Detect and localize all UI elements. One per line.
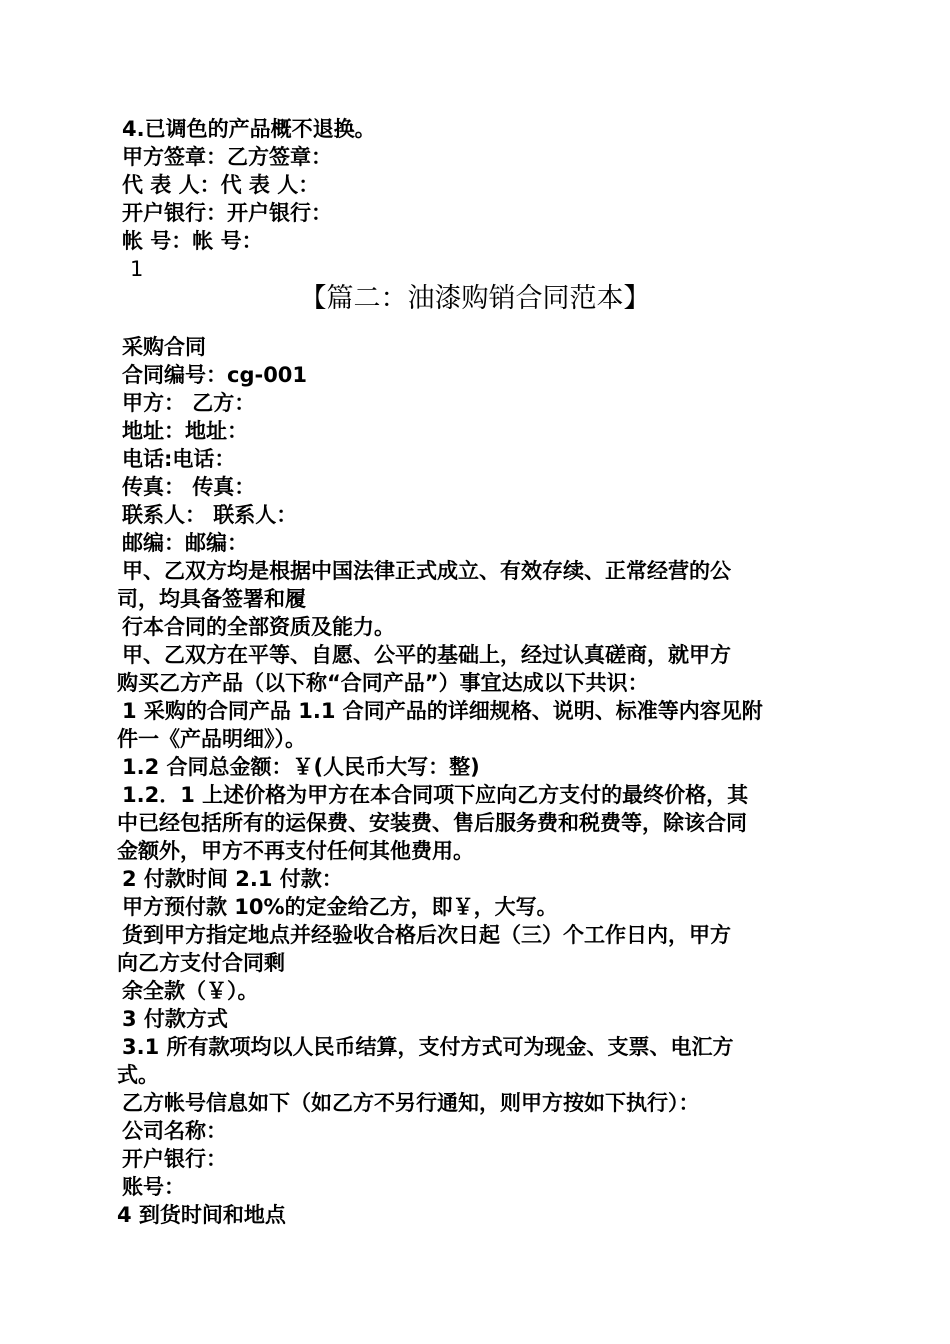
section-1-line-2: 件一《产品明细》）。: [117, 727, 306, 751]
paragraph-1-line-3: 行本合同的全部资质及能力。: [122, 615, 395, 639]
section-1-2-1-line-1: 1.2．1 上述价格为甲方在本合同项下应向乙方支付的最终价格，其: [122, 783, 749, 807]
section-1-2-1-line-3: 金额外，甲方不再支付任何其他费用。: [117, 839, 474, 863]
paragraph-2-line-2: 购买乙方产品（以下称“合同产品”）事宜达成以下共识：: [117, 671, 649, 695]
section-3-1-line-2: 式。: [117, 1063, 159, 1087]
postcode-line: 邮编：邮编：: [122, 531, 248, 555]
contract-title: 采购合同: [122, 335, 206, 359]
account-line: 帐 号：帐 号：: [122, 229, 263, 253]
paragraph-1-line-2: 司，均具备签署和履: [117, 587, 306, 611]
clause-item-4: 4.已调色的产品概不退换。: [122, 117, 376, 141]
representative-line: 代 表 人：代 表 人：: [122, 173, 320, 197]
section-1-2: 1.2 合同总金额：￥(人民币大写：整): [122, 755, 480, 779]
section-1-2-1-line-2: 中已经包括所有的运保费、安装费、售后服务费和税费等，除该合同: [117, 811, 747, 835]
contract-number: 合同编号：cg-001: [122, 363, 308, 387]
section-3-1-line-1: 3.1 所有款项均以人民币结算，支付方式可为现金、支票、电汇方: [122, 1035, 734, 1059]
seal-line: 甲方签章：乙方签章：: [122, 145, 332, 169]
address-line: 地址：地址：: [122, 419, 248, 443]
phone-line: 电话:电话：: [122, 447, 236, 471]
section-2: 2 付款时间 2.1 付款：: [122, 867, 343, 891]
section-heading: 【篇二：油漆购销合同范本】: [299, 283, 651, 314]
section-2-balance-line-2: 向乙方支付合同剩: [117, 951, 285, 975]
section-2-balance-line-1: 货到甲方指定地点并经验收合格后次日起（三）个工作日内，甲方: [122, 923, 731, 947]
section-2-balance-line-3: 余全款（￥）。: [122, 979, 259, 1003]
paragraph-2-line-1: 甲、乙双方在平等、自愿、公平的基础上，经过认真磋商，就甲方: [122, 643, 731, 667]
contact-line: 联系人： 联系人：: [122, 503, 298, 527]
section-3-account-info: 乙方帐号信息如下（如乙方不另行通知，则甲方按如下执行）：: [122, 1091, 700, 1115]
parties-line: 甲方： 乙方：: [122, 391, 256, 415]
paragraph-1-line-1: 甲、乙双方均是根据中国法律正式成立、有效存续、正常经营的公: [122, 559, 731, 583]
fax-line: 传真： 传真：: [122, 475, 256, 499]
bank-name-line: 开户银行：: [122, 1147, 227, 1171]
bank-line: 开户银行：开户银行：: [122, 201, 332, 225]
account-number-line: 账号：: [122, 1175, 185, 1199]
section-4: 4 到货时间和地点: [117, 1203, 286, 1227]
section-2-advance: 甲方预付款 10%的定金给乙方，即￥，大写。: [122, 895, 558, 919]
section-1-line-1: 1 采购的合同产品 1.1 合同产品的详细规格、说明、标准等内容见附: [122, 699, 763, 723]
company-name-line: 公司名称：: [122, 1119, 227, 1143]
section-3: 3 付款方式: [122, 1007, 228, 1031]
page-number: 1: [130, 257, 144, 281]
